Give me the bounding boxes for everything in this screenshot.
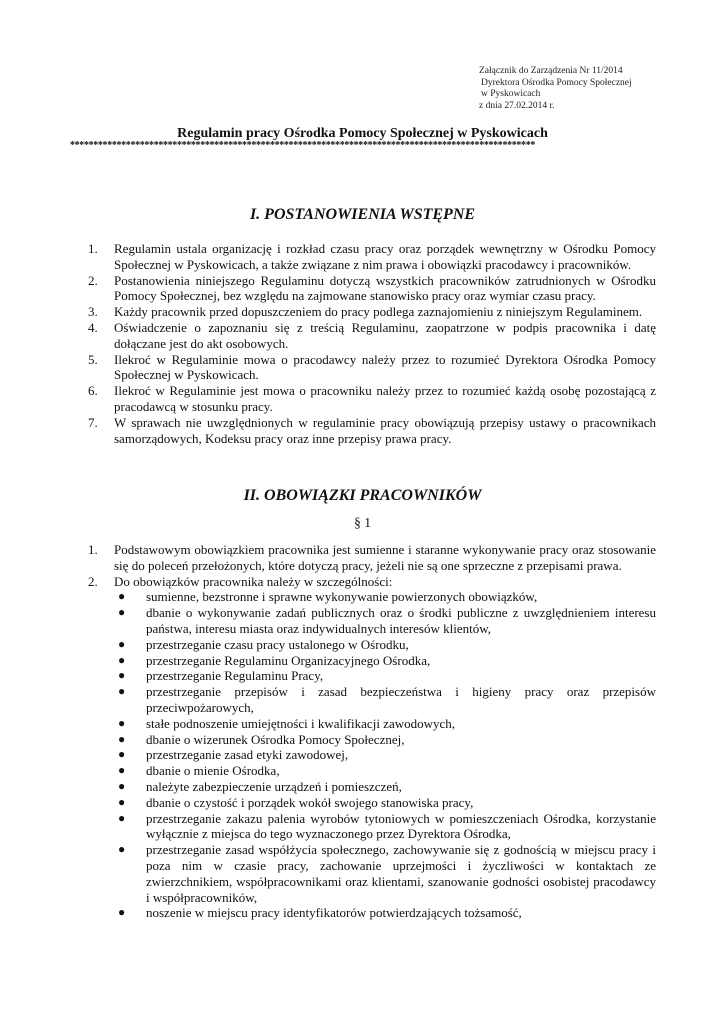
list-item-number: 5.	[88, 351, 98, 367]
document-title: Regulamin pracy Ośrodka Pomocy Społecznej w Pyskowicach	[177, 126, 548, 141]
bullet-icon: ●	[118, 715, 126, 730]
bullet-item	[114, 763, 656, 779]
list-item-text: Regulamin ustala organizację i rozkład czasu pracy oraz porządek wewnętrzny w Ośrodku Pomocy Społecznej w Pyskowicach, a także związane z nim prawa i obowiązki pracodawcy i pracowników.	[114, 241, 656, 272]
bullet-text: należyte zabezpieczenie urządzeń i pomieszczeń,	[146, 778, 402, 794]
list-item-number: 7.	[88, 414, 98, 430]
list-item	[88, 542, 656, 574]
list-item-text: Ilekroć w Regulaminie mowa o pracodawcy należy przez to rozumieć Dyrektora Ośrodka Pomocy Społecznej w Pyskowicach.	[114, 351, 656, 383]
bullet-text: przestrzeganie przepisów i zasad bezpieczeństwa i higieny pracy oraz przepisów przeciwpożarowych,	[146, 684, 656, 715]
list-item	[88, 415, 656, 447]
bullet-item	[114, 811, 656, 843]
bullet-item	[114, 653, 656, 669]
bullet-icon: ●	[118, 794, 126, 809]
list-item	[88, 352, 656, 384]
bullet-icon: ●	[118, 652, 126, 667]
bullet-text: przestrzeganie czasu pracy ustalonego w Ośrodku,	[146, 636, 409, 652]
annex-line-4: z dnia 27.02.2014 r.	[479, 100, 555, 111]
bullet-item	[114, 747, 656, 763]
bullet-item	[114, 637, 656, 653]
bullet-item	[114, 905, 656, 921]
bullet-text: dbanie o mienie Ośrodka,	[146, 763, 280, 779]
bullet-icon: ●	[118, 905, 126, 920]
list-item	[88, 383, 656, 415]
list-item-number: 3.	[88, 304, 98, 320]
bullet-item	[114, 684, 656, 716]
bullet-icon: ●	[118, 842, 126, 857]
bullet-item	[114, 795, 656, 811]
annex-line-1: Załącznik do Zarządzenia Nr 11/2014	[479, 66, 623, 76]
section-1-list	[88, 241, 656, 446]
list-item-number: 4.	[88, 319, 98, 335]
annex-line-2: Dyrektora Ośrodka Pomocy Społecznej	[481, 77, 632, 88]
bullet-text: przestrzeganie Regulaminu Organizacyjnego Ośrodka,	[146, 652, 431, 668]
list-item-text: Postanowienia niniejszego Regulaminu dotyczą wszystkich pracowników zatrudnionych w Ośrodku Pomocy Społecznej, bez względu na zajmowane stanowisko pracy oraz wymiar czasu pracy.	[114, 272, 656, 304]
list-item-text: Oświadczenie o zapoznaniu się z treścią Regulaminu, zaopatrzone w podpis pracownika i datę dołączane jest do akt osobowych.	[114, 319, 656, 351]
list-item	[88, 304, 656, 320]
bullet-text: dbanie o wykonywanie zadań publicznych oraz o środki publiczne z uwzględnieniem interesu państwa, interesu miasta oraz indywidualnych interesów klientów,	[146, 605, 656, 636]
bullet-text: stałe podnoszenie umiejętności i kwalifikacji zawodowych,	[146, 715, 456, 731]
list-item-number: 2.	[88, 573, 98, 589]
bullet-icon: ●	[118, 636, 126, 651]
bullet-item	[114, 605, 656, 637]
list-item	[88, 273, 656, 305]
list-item-number: 1.	[88, 542, 98, 557]
paragraph-symbol: § 1	[354, 515, 371, 530]
list-item-number: 2.	[88, 272, 98, 288]
section-2-list	[88, 542, 656, 921]
bullet-icon: ●	[118, 778, 126, 793]
bullet-icon: ●	[118, 589, 126, 604]
bullet-item	[114, 589, 656, 605]
bullet-icon: ●	[118, 747, 126, 762]
bullet-item	[114, 842, 656, 905]
bullet-item	[114, 716, 656, 732]
bullet-item	[114, 732, 656, 748]
bullet-icon: ●	[118, 763, 126, 778]
list-item	[88, 241, 656, 273]
bullet-text: dbanie o wizerunek Ośrodka Pomocy Społecznej,	[146, 731, 405, 747]
list-item-number: 1.	[88, 241, 98, 256]
list-item-number: 6.	[88, 383, 98, 399]
bullet-text: przestrzeganie zakazu palenia wyrobów tytoniowych w pomieszczeniach Ośrodka, korzystanie wyłącznie z miejsca do tego wyznaczonego przez Dyrektora Ośrodka,	[146, 810, 656, 842]
bullet-icon: ●	[118, 810, 126, 825]
list-item-text: W sprawach nie uwzględnionych w regulaminie pracy obowiązują przepisy ustawy o pracownikach samorządowych, Kodeksu pracy oraz inne przepisy prawa pracy.	[114, 414, 656, 446]
bullet-icon: ●	[118, 605, 126, 620]
annex-line-3: w Pyskowicach	[481, 89, 541, 99]
list-item	[88, 574, 656, 922]
bullet-text: przestrzeganie zasad współżycia społecznego, zachowywanie się z godnością w miejscu pracy i poza nim w czasie pracy, zachowanie uprzejmości i życzliwości w kontaktach ze zwierzchnikiem, współpracownikami oraz klientami, szanowanie godności osobistej pracodawcy i współpracowników,	[146, 842, 656, 905]
duties-bullet-list	[114, 589, 656, 921]
list-item-text: Podstawowym obowiązkiem pracownika jest sumienne i staranne wykonywanie pracy oraz stosowanie się do poleceń przełożonych, które dotyczą pracy, jeżeli nie są one sprzeczne z przepisami prawa.	[114, 542, 656, 573]
list-item-text: Każdy pracownik przed dopuszczeniem do pracy podlega zaznajomieniu z niniejszym Regulaminem.	[114, 304, 643, 320]
bullet-icon: ●	[118, 731, 126, 746]
list-item-text: Ilekroć w Regulaminie jest mowa o pracowniku należy przez to rozumieć każdą osobę pozostającą z pracodawcą w stosunku pracy.	[114, 383, 656, 414]
bullet-text: sumienne, bezstronne i sprawne wykonywanie powierzonych obowiązków,	[146, 589, 538, 605]
bullet-item	[114, 779, 656, 795]
bullet-text: noszenie w miejscu pracy identyfikatorów potwierdzających tożsamość,	[146, 905, 522, 921]
asterisk-separator: ****************************************************************************************************	[70, 141, 536, 151]
list-item-text: Do obowiązków pracownika należy w szczególności:	[114, 573, 393, 589]
bullet-text: przestrzeganie zasad etyki zawodowej,	[146, 747, 349, 763]
bullet-item	[114, 668, 656, 684]
bullet-icon: ●	[118, 668, 126, 683]
list-item	[88, 320, 656, 352]
section-2-heading: II. OBOWIĄZKI PRACOWNIKÓW	[243, 487, 482, 504]
bullet-text: dbanie o czystość i porządek wokół swojego stanowiska pracy,	[146, 794, 474, 810]
bullet-text: przestrzeganie Regulaminu Pracy,	[146, 668, 324, 684]
annex-note	[479, 66, 632, 112]
bullet-icon: ●	[118, 684, 126, 699]
section-1-heading: I. POSTANOWIENIA WSTĘPNE	[249, 206, 476, 223]
